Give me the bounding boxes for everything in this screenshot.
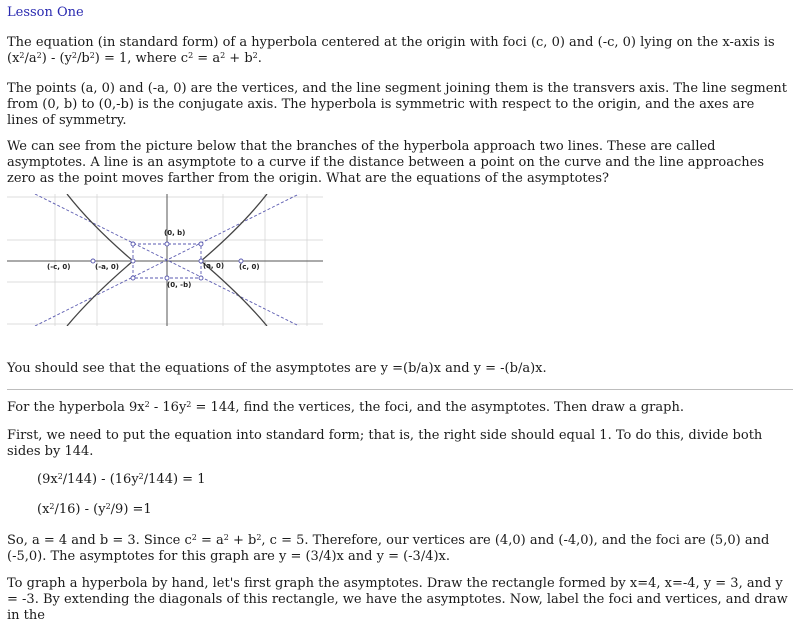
rect-corner-br <box>199 276 203 280</box>
intro-paragraph-vertices: The points (a, 0) and (-a, 0) are the vertices, and the line segment joining them is the transvers axis. The line segment from (0, b) to (0,-b) is the conjugate axis. The hyperbola is symmetric with respect to the origin, and the axes are lines of symmetry. <box>7 81 788 128</box>
rect-corner-tr <box>199 242 203 246</box>
hyperbola-graph <box>7 194 323 326</box>
vertex-neg-a-point <box>131 259 135 263</box>
graphing-instructions: To graph a hyperbola by hand, let's first graph the asymptotes. Draw the rectangle formed by x=4, x=-4, y = 3, and y = -3. By extending the diagonals of this rectangle, we have the asymptotes. Now, label the foci and vertices, and draw in the <box>7 576 788 623</box>
point-neg-b <box>165 276 169 280</box>
rect-corner-tl <box>131 242 135 246</box>
label-neg-c: (-c, 0) <box>47 263 71 271</box>
intro-paragraph-asymptotes: We can see from the picture below that the branches of the hyperbola approach two lines. These are called asymptotes. A line is an asymptote to a curve if the distance between a point on the curve and the line approaches zero as the point moves farther from the origin. What are the equations of the asymptotes? <box>7 139 765 186</box>
equation-divided: $(9x^2/144) - (16y^2/144) = 1$ <box>37 472 206 487</box>
example-problem: For the hyperbola $9x^2 - 16y^2 = 144$, find the vertices, the foci, and the asymptotes. Then draw a graph. <box>7 400 684 415</box>
point-pos-b <box>165 242 169 246</box>
intro-paragraph-standard-form: The equation (in standard form) of a hyperbola centered at the origin with foci (c, 0) and (-c, 0) lying on the x-axis is $(x^2/a^2) - (y^2/b^2) = 1$, where $c^2 = a^2 + b^2$. <box>7 35 775 66</box>
graph-background <box>7 194 323 326</box>
solution-paragraph: So, a = 4 and b = 3. Since $c^2 = a^2 + b^2$, c = 5. Therefore, our vertices are (4,0) and (-4,0), and the foci are (5,0) and (-5,0). The asymptotes for this graph are y = (3/4)x and y = (-3/4)x. <box>7 533 770 564</box>
label-neg-b: (0, -b) <box>167 281 192 289</box>
asymptote-equations-sentence: You should see that the equations of the asymptotes are y =(b/a)x and y = -(b/a)x. <box>7 361 547 376</box>
rect-corner-bl <box>131 276 135 280</box>
section-divider <box>7 389 793 390</box>
label-pos-c: (c, 0) <box>239 263 260 271</box>
lesson-one-link[interactable]: Lesson One <box>7 5 84 20</box>
label-pos-a: (a, 0) <box>203 262 225 270</box>
label-pos-b: (0, b) <box>164 229 186 237</box>
standard-form-step: First, we need to put the equation into standard form; that is, the right side should equal 1. To do this, divide both sides by 144. <box>7 428 763 459</box>
equation-standard-form: $(x^2/16) - (y^2/9) =1$ <box>37 502 152 517</box>
label-neg-a: (-a, 0) <box>95 263 119 271</box>
